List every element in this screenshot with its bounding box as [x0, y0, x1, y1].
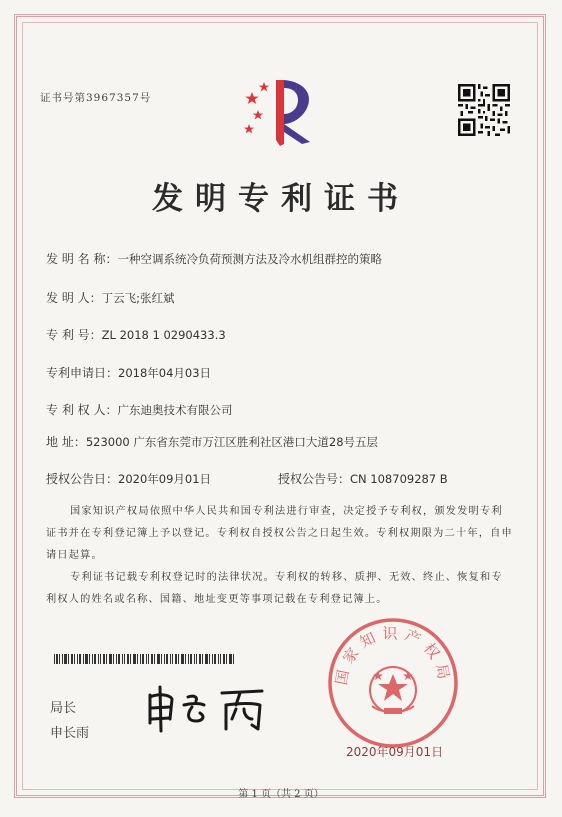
inventor-row: [46, 289, 175, 306]
address-label: 地 址：: [46, 435, 86, 449]
grant-date: 2020年09月01日: [118, 472, 212, 486]
inventor-label: 发 明 人：: [46, 291, 102, 305]
filing-date-label: 专利申请日：: [46, 366, 119, 380]
certificate-number: 证书号第3967357号: [40, 92, 152, 104]
cnipa-logo-icon: [240, 74, 320, 148]
official-seal-icon: [326, 616, 460, 750]
invention-name-row: [46, 250, 382, 267]
grant-no-row: [278, 470, 448, 487]
qr-code-icon: [458, 84, 510, 136]
patentee: 广东迪奥技术有限公司: [117, 403, 233, 417]
address-row: [46, 433, 378, 450]
director-name: 申长雨: [50, 726, 90, 741]
director-title: 局长: [50, 701, 77, 716]
signature-icon: [140, 685, 290, 733]
grant-date-label: 授权公告日：: [46, 472, 119, 486]
patent-no: ZL 2018 1 0290433.3: [101, 328, 226, 342]
address: 523000 广东省东莞市万江区胜利社区港口大道28号五层: [85, 435, 379, 449]
legal-status-statement: 专利证书记载专利权登记时的法律状况。专利权的转移、质押、无效、终止、恢复和专利权人的姓名或名称、国籍、地址变更等事项记载在专利登记簿上。: [46, 572, 503, 605]
seal-date: 2020年09月01日: [346, 745, 444, 759]
inventor: 丁云飞;张红斌: [101, 291, 175, 305]
invention-name: 一种空调系统冷负荷预测方法及冷水机组群控的策略: [117, 252, 382, 266]
grant-no: CN 108709287 B: [350, 472, 448, 486]
certificate-title: 发明专利证书: [152, 181, 410, 217]
filing-date-row: [46, 364, 211, 381]
grant-date-row: [46, 470, 211, 487]
seal-text: 国家知识产权局: [332, 624, 454, 687]
grant-statement: 国家知识产权局依照中华人民共和国专利法进行审查，决定授予专利权，颁发发明专利证书并在专利登记簿上予以登记。专利权自授权公告之日起生效。专利权期限为二十年，自申请日起算。: [46, 506, 513, 561]
barcode-icon: [54, 654, 234, 664]
invention-name-label: 发 明 名 称：: [46, 252, 118, 266]
patent-no-row: [46, 326, 226, 343]
page-number: 第 1 页（共 2 页）: [238, 789, 324, 800]
grant-no-label: 授权公告号：: [278, 472, 351, 486]
patent-no-label: 专 利 号：: [46, 328, 102, 342]
filing-date: 2018年04月03日: [118, 366, 212, 380]
patentee-label: 专 利 权 人：: [46, 403, 118, 417]
patentee-row: [46, 401, 232, 418]
